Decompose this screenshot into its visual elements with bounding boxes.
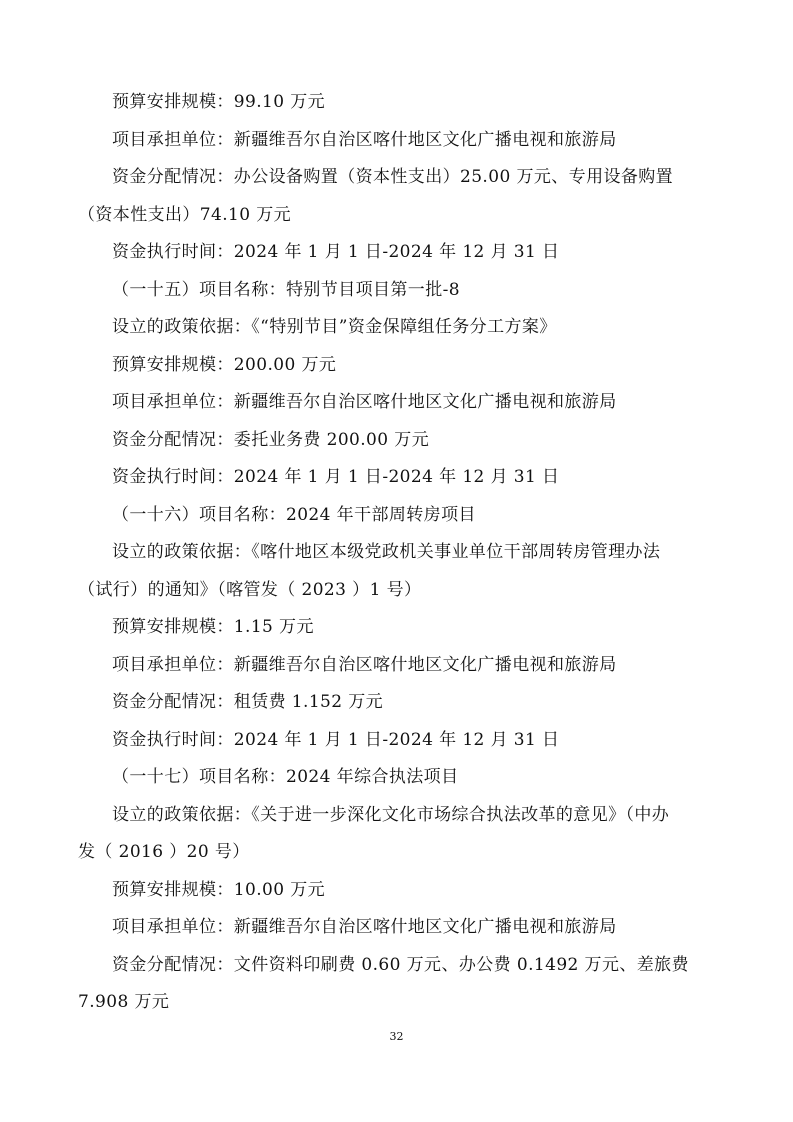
- policy-basis-cont: 发（ 2016 ）20 号）: [78, 842, 250, 862]
- budget-scale-line: 预算安排规模：200.00 万元: [112, 355, 337, 375]
- fund-allocation-cont: （资本性支出）74.10 万元: [78, 205, 292, 225]
- budget-scale-line: 预算安排规模：10.00 万元: [112, 880, 326, 900]
- responsible-unit-line: 项目承担单位：新疆维吾尔自治区喀什地区文化广播电视和旅游局: [112, 655, 617, 675]
- fund-allocation-line: 资金分配情况：文件资料印刷费 0.60 万元、办公费 0.1492 万元、差旅费: [112, 955, 689, 975]
- budget-scale-line: 预算安排规模：1.15 万元: [112, 617, 314, 637]
- responsible-unit-line: 项目承担单位：新疆维吾尔自治区喀什地区文化广播电视和旅游局: [112, 130, 617, 150]
- responsible-unit-line: 项目承担单位：新疆维吾尔自治区喀什地区文化广播电视和旅游局: [112, 917, 617, 937]
- budget-scale-line: 预算安排规模：99.10 万元: [112, 92, 326, 112]
- page-number: 32: [389, 1030, 404, 1043]
- policy-basis-line: 设立的政策依据：《喀什地区本级党政机关事业单位干部周转房管理办法: [112, 542, 661, 562]
- project-16-title: （一十六）项目名称：2024 年干部周转房项目: [112, 505, 476, 525]
- policy-basis-line: 设立的政策依据：《“特别节目”资金保障组任务分工方案》: [112, 317, 557, 337]
- execution-time-line: 资金执行时间：2024 年 1 月 1 日-2024 年 12 月 31 日: [112, 730, 560, 750]
- fund-allocation-cont: 7.908 万元: [78, 992, 170, 1012]
- policy-basis-line: 设立的政策依据：《关于进一步深化文化市场综合执法改革的意见》（中办: [112, 805, 670, 825]
- project-17-title: （一十七）项目名称：2024 年综合执法项目: [112, 767, 459, 787]
- execution-time-line: 资金执行时间：2024 年 1 月 1 日-2024 年 12 月 31 日: [112, 467, 560, 487]
- fund-allocation-line: 资金分配情况：租赁费 1.152 万元: [112, 692, 384, 712]
- policy-basis-cont: （试行）的通知》（喀管发（ 2023 ）1 号）: [78, 580, 422, 600]
- project-15-title: （一十五）项目名称：特别节目项目第一批-8: [112, 280, 460, 300]
- execution-time-line: 资金执行时间：2024 年 1 月 1 日-2024 年 12 月 31 日: [112, 242, 560, 262]
- fund-allocation-line: 资金分配情况：办公设备购置（资本性支出）25.00 万元、专用设备购置: [112, 167, 674, 187]
- responsible-unit-line: 项目承担单位：新疆维吾尔自治区喀什地区文化广播电视和旅游局: [112, 392, 617, 412]
- fund-allocation-line: 资金分配情况：委托业务费 200.00 万元: [112, 430, 430, 450]
